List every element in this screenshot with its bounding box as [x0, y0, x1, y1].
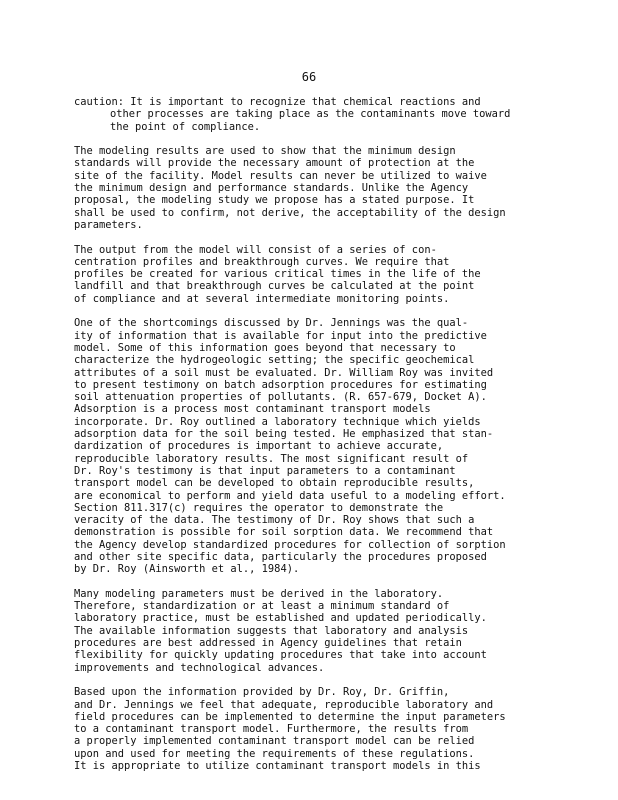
text-line: demonstration is possible for soil sorption data. We recommend that — [74, 526, 494, 539]
text-line: Many modeling parameters must be derived in the laboratory. — [74, 587, 444, 600]
text-line: The available information suggests that laboratory and analysis — [74, 624, 469, 637]
text-line: the minimum design and performance standards. Unlike the Agency — [74, 182, 469, 195]
text-line: caution: It is important to recognize that chemical reactions and — [74, 96, 481, 108]
text-line: The output from the model will consist of a series of con- — [74, 243, 437, 256]
text-line: shall be used to confirm, not derive, the acceptability of the design — [74, 206, 506, 219]
text-line: flexibility for quickly updating procedures that take into account — [74, 649, 487, 662]
text-line: characterize the hydrogeologic setting; the specific geochemical — [74, 354, 475, 367]
text-line: Based upon the information provided by Dr. Roy, Dr. Griffin, — [74, 686, 450, 699]
text-line: Adsorption is a process most contaminant transport models — [74, 403, 431, 416]
text-line: improvements and technological advances. — [74, 661, 325, 674]
text-line: Section 811.317(c) requires the operator to demonstrate the — [74, 501, 444, 514]
text-line: upon and used for meeting the requirements of these regulations. — [74, 747, 475, 760]
text-line: Dr. Roy's testimony is that input parameters to a contaminant — [74, 464, 456, 477]
text-line: parameters. — [74, 218, 143, 231]
text-line: The modeling results are used to show that the minimum design — [74, 145, 456, 158]
text-line: and other site specific data, particularly the procedures proposed — [74, 550, 487, 563]
text-line: the point of compliance. — [110, 120, 261, 133]
text-line: the Agency develop standardized procedures for collection of sorption — [74, 538, 506, 551]
text-line: reproducible laboratory results. The most significant result of — [74, 452, 469, 465]
text-line: a properly implemented contaminant transport model can be relied — [74, 735, 475, 748]
text-line: transport model can be developed to obtain reproducible results, — [74, 477, 475, 490]
text-line: model. Some of this information goes beyond that necessary to — [74, 341, 456, 354]
text-line: attributes of a soil must be evaluated. Dr. William Roy was invited — [74, 366, 494, 379]
text-line: laboratory practice, must be established and updated periodically. — [74, 612, 487, 625]
text-line: site of the facility. Model results can never be utilized to waive — [74, 169, 487, 182]
text-line: field procedures can be implemented to determine the input parameters — [74, 710, 506, 723]
paragraph — [74, 145, 556, 231]
text-line: by Dr. Roy (Ainsworth et al., 1984). — [74, 563, 300, 576]
text-line: standards will provide the necessary amount of protection at the — [74, 157, 475, 170]
text-line: ity of information that is available for input into the predictive — [74, 329, 487, 342]
text-line: dardization of procedures is important to achieve accurate, — [74, 440, 444, 453]
paragraph — [74, 96, 556, 133]
text-line: to a contaminant transport model. Furthermore, the results from — [74, 723, 469, 736]
text-line: incorporate. Dr. Roy outlined a laboratory technique which yields — [74, 415, 481, 428]
text-line: other processes are taking place as the contaminants move toward — [110, 108, 511, 121]
text-line: procedures are best addressed in Agency guidelines that retain — [74, 637, 462, 650]
paragraph — [74, 317, 556, 575]
paragraph — [74, 244, 556, 305]
text-line: landfill and that breakthrough curves be calculated at the point — [74, 280, 475, 293]
text-line: are economical to perform and yield data useful to a modeling effort. — [74, 489, 506, 502]
text-line: of compliance and at several intermediate monitoring points. — [74, 292, 450, 305]
text-line: veracity of the data. The testimony of Dr. Roy shows that such a — [74, 514, 475, 527]
text-line: Therefore, standardization or at least a minimum standard of — [74, 600, 450, 613]
paragraph — [74, 588, 556, 674]
text-line: centration profiles and breakthrough curves. We require that — [74, 255, 450, 268]
text-line: It is appropriate to utilize contaminant transport models in this — [74, 760, 481, 773]
text-line: soil attenuation properties of pollutants. (R. 657-679, Docket A). — [74, 391, 487, 404]
body-text — [74, 96, 556, 785]
text-line: adsorption data for the soil being tested. He emphasized that stan- — [74, 428, 494, 441]
text-line: and Dr. Jennings we feel that adequate, reproducible laboratory and — [74, 698, 494, 711]
text-line: proposal, the modeling study we propose has a stated purpose. It — [74, 194, 475, 207]
page-number: 66 — [301, 70, 317, 84]
text-line: profiles be created for various critical times in the life of the — [74, 268, 481, 281]
text-line: One of the shortcomings discussed by Dr. Jennings was the qual- — [74, 317, 469, 330]
paragraph — [74, 686, 556, 772]
text-line: to present testimony on batch adsorption procedures for estimating — [74, 378, 487, 391]
